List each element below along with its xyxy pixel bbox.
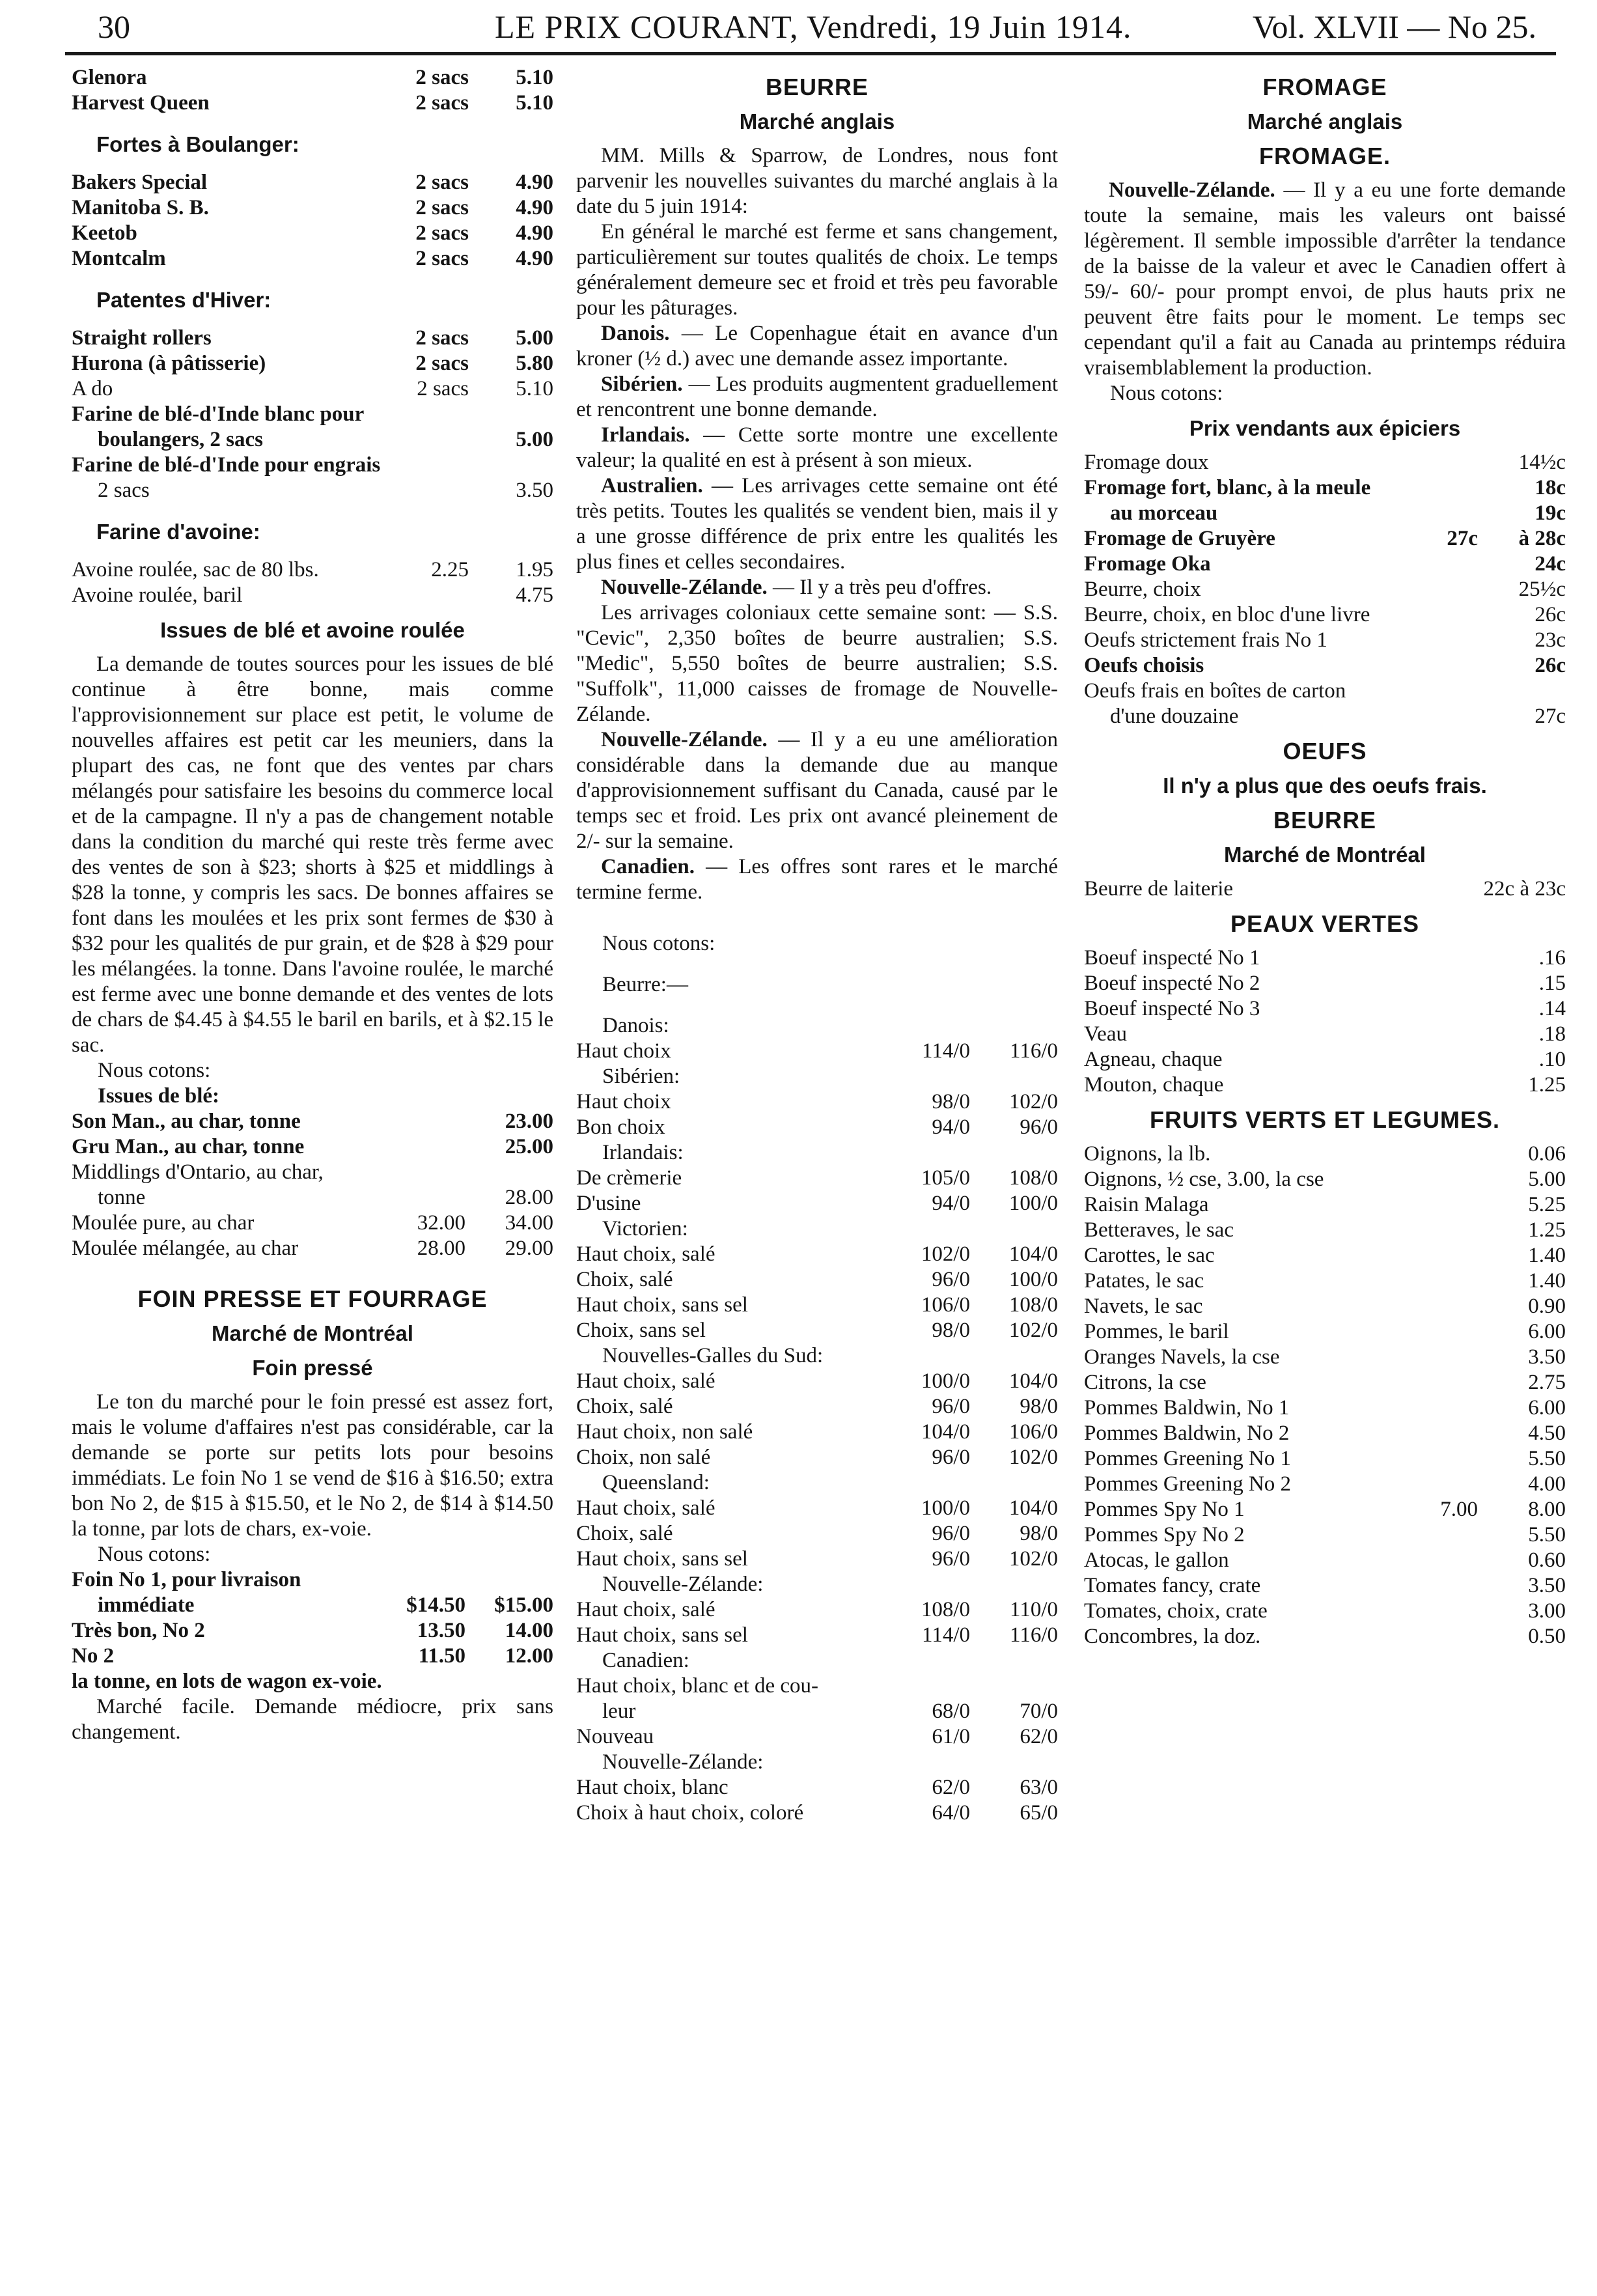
item-price: 94/0 [932, 1192, 970, 1215]
price-row [576, 1623, 1058, 1648]
section-heading-oeufs: OEUFS [1283, 738, 1367, 764]
price-row [1084, 1421, 1566, 1446]
market-heading: Marché anglais [739, 109, 895, 133]
origin-label: Queensland: [602, 1471, 710, 1494]
item-name: Beurre, choix [1084, 578, 1201, 601]
origin-label: Danois: [602, 1014, 669, 1037]
item-price: 5.00 [1528, 1168, 1566, 1191]
origin-label: Nouvelle-Zélande: [602, 1750, 764, 1774]
page-header [98, 5, 1536, 49]
market-heading: Marché anglais [1247, 109, 1403, 133]
origin-label: Nouvelles-Galles du Sud: [602, 1344, 824, 1367]
item-name: Bon choix [576, 1115, 665, 1139]
price-row [576, 1089, 1058, 1115]
price-row [1084, 526, 1566, 552]
flour-row: Manitoba S. B. 2 sacs 4.90 [72, 196, 553, 219]
price-row [576, 1191, 1058, 1216]
hay-footer: Marché facile. Demande médiocre, prix sans changement. [72, 1695, 553, 1744]
item-name: Carottes, le sac [1084, 1244, 1215, 1267]
item-name: Oeufs strictement frais No 1 [1084, 628, 1327, 652]
item-name: Pommes, le baril [1084, 1320, 1229, 1343]
price-row [1084, 1047, 1566, 1072]
origin-label: Canadien: [602, 1649, 689, 1672]
item-name: Boeuf inspecté No 3 [1084, 997, 1260, 1020]
item-name: Pommes Greening No 1 [1084, 1447, 1292, 1470]
item-price: 26c [1535, 603, 1566, 626]
item-price: 14½c [1518, 451, 1566, 474]
report-paragraph: Sibérien. — Les produits augmentent graduellement et rencontrent une bonne demande. [576, 372, 1058, 421]
item-price: 98/0 [932, 1319, 970, 1342]
item-name: Pommes Greening No 2 [1084, 1472, 1292, 1496]
item-name: Oeufs choisis [1084, 654, 1204, 677]
beurre-cotons: Nous cotons: [602, 932, 715, 955]
item-price: 6.00 [1528, 1320, 1566, 1343]
item-name: Haut choix, non salé [576, 1420, 753, 1444]
item-price: 0.50 [1528, 1625, 1566, 1648]
item-price: 100/0 [1008, 1268, 1058, 1291]
butter-row-label: Haut choix, blanc et de cou- [576, 1674, 819, 1698]
item-name: Tomates, choix, crate [1084, 1599, 1268, 1623]
oat-row: Avoine roulée, sac de 80 lbs. 2.25 1.95 [72, 558, 553, 581]
oat-row: Avoine roulée, baril 4.75 [72, 583, 553, 607]
foin-paragraph: Le ton du marché pour le foin pressé est assez fort, mais le volume d'affaires n'est pas considérable, car la demande se porte sur petits lots pour besoins immédiats. Le foin No 1 se vend de $16 à $16.50; extra bon No 2, de $15 à $15.50, et le No 2, de $14 à $14.50 la tonne, par lots de chars, ex-voie. [72, 1390, 553, 1541]
origin-label: Victorien: [602, 1217, 688, 1240]
item-price: 0.60 [1528, 1548, 1566, 1572]
item-price: 108/0 [1008, 1166, 1058, 1190]
item-name: Oranges Navels, la cse [1084, 1345, 1280, 1369]
issues-cotons: Nous cotons: [98, 1059, 211, 1082]
section-heading-fruits: FRUITS VERTS ET LEGUMES. [1149, 1106, 1501, 1133]
price-row [1084, 450, 1566, 475]
item-name: Atocas, le gallon [1084, 1548, 1229, 1572]
item-price: 102/0 [1008, 1547, 1058, 1571]
flour-row: Keetob 2 sacs 4.90 [72, 221, 553, 245]
issue-row-label: Middlings d'Ontario, au char, [72, 1160, 324, 1184]
section-heading-fromage: FROMAGE [1262, 74, 1387, 100]
price-row [1084, 971, 1566, 996]
section-heading-issues: Issues de blé et avoine roulée [160, 618, 465, 642]
price-row [1084, 1370, 1566, 1395]
item-name: au morceau [1110, 501, 1218, 525]
item-price: 104/0 [921, 1420, 970, 1444]
item-name: Choix, salé [576, 1395, 673, 1418]
hides-price-table [1084, 945, 1566, 1098]
item-name: Haut choix, sans sel [576, 1293, 748, 1317]
item-price: 1.40 [1528, 1244, 1566, 1267]
price-row [1084, 653, 1566, 679]
item-price: 96/0 [932, 1547, 970, 1571]
cheese-price-table [1084, 450, 1566, 729]
item-name: Choix, salé [576, 1268, 673, 1291]
item-price: 102/0 [1008, 1319, 1058, 1342]
origin-label: Nouvelle-Zélande: [602, 1573, 764, 1596]
column-2 [576, 65, 1058, 1826]
item-name: Haut choix, salé [576, 1242, 715, 1266]
item-price: 104/0 [1008, 1496, 1058, 1520]
price-row [576, 1039, 1058, 1064]
price-row [576, 1597, 1058, 1623]
price-row [1084, 679, 1566, 704]
item-price: 100/0 [921, 1369, 970, 1393]
item-price: 1.25 [1528, 1218, 1566, 1242]
butter-montreal-row: Beurre de laiterie 22c à 23c [1084, 877, 1566, 901]
item-price: 98/0 [1020, 1395, 1058, 1418]
item-price: 108/0 [1008, 1293, 1058, 1317]
report-paragraph: Nouvelle-Zélande. — Il y a eu une amélioration considérable dans la demande due au manque d'approvisionnement suffisant du Canada, causé par le temps sec et froid. Les prix ont avancé pleinement de 2/- sur la semaine. [576, 728, 1058, 853]
item-price: 5.25 [1528, 1193, 1566, 1216]
item-price: .16 [1538, 946, 1566, 970]
item-name: Fromage de Gruyère [1084, 527, 1275, 550]
header-rule [65, 52, 1556, 55]
item-price: 6.00 [1528, 1396, 1566, 1420]
price-row [1084, 945, 1566, 971]
item-name: Patates, le sac [1084, 1269, 1204, 1293]
item-name: Betteraves, le sac [1084, 1218, 1234, 1242]
item-name: Beurre, choix, en bloc d'une livre [1084, 603, 1370, 626]
item-price: .15 [1538, 972, 1566, 995]
price-row [1084, 1141, 1566, 1167]
item-price: 96/0 [1020, 1115, 1058, 1139]
item-price: 102/0 [921, 1242, 970, 1266]
price-row [1084, 1243, 1566, 1268]
foin-cotons: Nous cotons: [98, 1543, 211, 1566]
flour-row: Bakers Special 2 sacs 4.90 [72, 171, 553, 194]
report-paragraph: Canadien. — Les offres sont rares et le marché termine ferme. [576, 855, 1058, 904]
item-price: 108/0 [921, 1598, 970, 1621]
report-paragraph: Irlandais. — Cette sorte montre une excellente valeur; la qualité en est à présent à son mieux. [576, 423, 1058, 472]
page-number: 30 [98, 8, 130, 45]
item-price: 4.50 [1528, 1421, 1566, 1445]
item-name: Raisin Malaga [1084, 1193, 1209, 1216]
flour-row: 2 sacs 3.50 [98, 479, 553, 502]
price-row [1084, 1319, 1566, 1345]
fruit-price-table [1084, 1141, 1566, 1649]
price-row [1084, 1167, 1566, 1192]
beurre-intro: MM. Mills & Sparrow, de Londres, nous font parvenir les nouvelles suivantes du marché anglais à la date du 5 juin 1914: [576, 144, 1058, 218]
item-price: 114/0 [922, 1039, 970, 1063]
item-price: .10 [1538, 1048, 1566, 1071]
issue-row: Moulée pure, au char 32.00 34.00 [72, 1211, 553, 1235]
item-price: 8.00 [1528, 1498, 1566, 1521]
item-price: 104/0 [1008, 1242, 1058, 1266]
fromage-paragraph: Nouvelle-Zélande. — Il y a eu une forte demande toute la semaine, mais les valeurs ont baissé légèrement. Il semble impossible d'arrêter la tendance de la baisse de la valeur et avec le Canadien offert à 59/- 60/- pour prompt envoi, de plus hauts prix ne peuvent être faits pour le moment. Le temps sec cependant qu'il a fait au Canada au printemps réduira vraisemblablement la production. [1084, 178, 1566, 380]
item-price: 105/0 [921, 1166, 970, 1190]
item-name: D'usine [576, 1192, 641, 1215]
price-row [1084, 1522, 1566, 1548]
item-price: 4.00 [1528, 1472, 1566, 1496]
item-name: Citrons, la cse [1084, 1371, 1206, 1394]
item-name: Haut choix [576, 1090, 671, 1113]
item-name: Mouton, chaque [1084, 1073, 1224, 1097]
hay-row: No 2 11.50 12.00 [72, 1644, 553, 1668]
item-price: 100/0 [1008, 1192, 1058, 1215]
oeufs-text: Il n'y a plus que des oeufs frais. [1163, 774, 1487, 798]
item-name: d'une douzaine [1110, 705, 1239, 728]
item-name: De crèmerie [576, 1166, 682, 1190]
item-price: 96/0 [932, 1268, 970, 1291]
butter-row: leur 68/0 70/0 [602, 1700, 1058, 1723]
price-row [1084, 1345, 1566, 1370]
issues-subheading: Issues de blé: [98, 1084, 220, 1108]
item-price: 2.75 [1528, 1371, 1566, 1394]
price-row [576, 1369, 1058, 1394]
item-price: 0.06 [1528, 1142, 1566, 1166]
item-name: Pommes Spy No 1 [1084, 1498, 1245, 1521]
price-row [1084, 628, 1566, 653]
price-row [576, 1420, 1058, 1445]
subheading-avoine: Farine d'avoine: [96, 520, 260, 544]
price-row [576, 1394, 1058, 1420]
flour-row: Straight rollers 2 sacs 5.00 [72, 326, 553, 350]
fromage-cotons: Nous cotons: [1110, 382, 1223, 405]
item-price: 27c [1535, 705, 1566, 728]
price-row [576, 1496, 1058, 1521]
item-price: 3.00 [1528, 1599, 1566, 1623]
item-name: Pommes Baldwin, No 1 [1084, 1396, 1290, 1420]
item-price: 26c [1535, 654, 1566, 677]
beurre-paragraph: En général le marché est ferme et sans changement, particulièrement sur toutes qualités de choix. Le temps généralement demeure sec et froid et très peu favorable pour les pâturages. [576, 220, 1058, 320]
item-price: 0.90 [1528, 1295, 1566, 1318]
butter-price-table [576, 1013, 1058, 1648]
butter-row: Nouveau 61/0 62/0 [576, 1725, 1058, 1748]
item-price: 96/0 [932, 1446, 970, 1469]
hay-row: Foin No 1, pour livraison [72, 1568, 301, 1591]
item-price: .14 [1538, 997, 1566, 1020]
origin-label: Irlandais: [602, 1141, 684, 1164]
item-price: 114/0 [922, 1623, 970, 1647]
item-price: 102/0 [1008, 1446, 1058, 1469]
price-row [1084, 1624, 1566, 1649]
price-row [1084, 1497, 1566, 1522]
item-price: 24c [1535, 552, 1566, 576]
item-price: à 28c [1518, 527, 1566, 550]
item-price: 1.25 [1528, 1073, 1566, 1097]
price-row [1084, 1022, 1566, 1047]
item-price: 3.50 [1528, 1345, 1566, 1369]
item-price: 104/0 [1008, 1369, 1058, 1393]
subheading-foin-presse: Foin pressé [252, 1356, 373, 1380]
price-row [576, 1267, 1058, 1293]
item-name: Choix, sans sel [576, 1319, 706, 1342]
column-1 [72, 65, 553, 1745]
subheading-patentes: Patentes d'Hiver: [96, 288, 271, 312]
butter-row: Haut choix, blanc 62/0 63/0 [576, 1776, 1058, 1799]
section-heading-peaux: PEAUX VERTES [1230, 910, 1420, 937]
price-row [1084, 1472, 1566, 1497]
item-price: 94/0 [932, 1115, 970, 1139]
market-heading: Marché de Montréal [1224, 843, 1426, 867]
item-name: Oignons, ½ cse, 3.00, la cse [1084, 1168, 1324, 1191]
issue-row: tonne 28.00 [98, 1186, 553, 1209]
hay-unit: la tonne, en lots de wagon ex-voie. [72, 1670, 382, 1693]
issues-paragraph: La demande de toutes sources pour les issues de blé continue à être bonne, mais comme l'approvisionnement sur place est petit, le volume de nouvelles affaires est petit car les meuniers, dans la plupart des cas, ne font que des ventes par chars mélangés pour satisfaire les besoins du commerce local et de la campagne. Il n'y a pas de changement notable dans la condition du marché qui reste très ferme avec des ventes de son à $23; shorts à $25 et middlings à $28 la tonne, y compris les sacs. De bonnes affaires se font dans les moulées et les prix sont fermes de $30 à $32 pour les qualités de pur grain, et de $28 à $29 pour les mélangées. la tonne. Dans l'avoine roulée, le marché est ferme avec une bonne demande et des ventes de lots de chars de $4.45 à $4.55 le baril en barils, et à $2.15 le sac. [72, 652, 553, 1057]
price-row [1084, 602, 1566, 628]
item-price: 23c [1535, 628, 1566, 652]
price-row [1084, 1446, 1566, 1472]
item-name: Fromage Oka [1084, 552, 1211, 576]
item-price: 96/0 [932, 1395, 970, 1418]
item-price: 110/0 [1010, 1598, 1058, 1621]
price-row [576, 1166, 1058, 1191]
prix-heading: Prix vendants aux épiciers [1189, 416, 1461, 440]
item-price: 102/0 [1008, 1090, 1058, 1113]
item-price: 106/0 [1008, 1420, 1058, 1444]
price-row [1084, 501, 1566, 526]
flour-row: Harvest Queen 2 sacs 5.10 [72, 91, 553, 115]
hay-row: Très bon, No 2 13.50 14.00 [72, 1619, 553, 1642]
price-row [1084, 704, 1566, 729]
item-price: 1.40 [1528, 1269, 1566, 1293]
price-row [1084, 1192, 1566, 1218]
price-row [1084, 1268, 1566, 1294]
item-price: 25½c [1518, 578, 1566, 601]
price-row [576, 1445, 1058, 1470]
item-name: Haut choix, salé [576, 1369, 715, 1393]
price-row [576, 1293, 1058, 1318]
report-paragraph: Nouvelle-Zélande. — Il y a très peu d'offres. [601, 576, 992, 599]
item-name: Pommes Baldwin, No 2 [1084, 1421, 1290, 1445]
report-paragraph: Danois. — Le Copenhague était en avance d'un kroner (½ d.) avec une demande assez importante. [576, 322, 1058, 371]
flour-row-label: Farine de blé-d'Inde blanc pour [72, 402, 365, 426]
item-price: 96/0 [932, 1522, 970, 1545]
item-price: 106/0 [921, 1293, 970, 1317]
price-row [1084, 552, 1566, 577]
item-price: 116/0 [1010, 1039, 1058, 1063]
item-name: Oignons, la lb. [1084, 1142, 1211, 1166]
price-row [1084, 1072, 1566, 1098]
item-name: Agneau, chaque [1084, 1048, 1223, 1071]
price-row [1084, 1548, 1566, 1573]
arrivages-paragraph: Les arrivages coloniaux cette semaine sont: — S.S. "Cevic", 2,350 boîtes de beurre australien; S.S. "Medic", 5,550 boîtes de beurre australien; S.S. "Suffolk", 11,000 caisses de fromage de Nouvelle-Zélande. [576, 601, 1058, 726]
price-row [1084, 1395, 1566, 1421]
flour-row: Hurona (à pâtisserie) 2 sacs 5.80 [72, 352, 553, 375]
issue-row: Son Man., au char, tonne 23.00 [72, 1110, 553, 1133]
price-row [576, 1242, 1058, 1267]
item-price: 3.50 [1528, 1574, 1566, 1597]
flour-row-label: Farine de blé-d'Inde pour engrais [72, 453, 381, 477]
item-name: Haut choix, sans sel [576, 1623, 748, 1647]
item-name: Haut choix, salé [576, 1496, 715, 1520]
market-heading: Marché de Montréal [212, 1321, 413, 1345]
item-name: Pommes Spy No 2 [1084, 1523, 1245, 1547]
price-row [1084, 475, 1566, 501]
price-row [1084, 996, 1566, 1022]
flour-row: Montcalm 2 sacs 4.90 [72, 247, 553, 270]
price-row [576, 1547, 1058, 1572]
issue-row: Moulée mélangée, au char 28.00 29.00 [72, 1237, 553, 1260]
flour-row: boulangers, 2 sacs 5.00 [98, 428, 553, 451]
item-price: 18c [1535, 476, 1566, 499]
item-name: Tomates fancy, crate [1084, 1574, 1261, 1597]
item-price: 5.50 [1528, 1447, 1566, 1470]
butter-row: Choix à haut choix, coloré 64/0 65/0 [576, 1801, 1058, 1825]
price-row [576, 1521, 1058, 1547]
hay-row: immédiate $14.50 $15.00 [98, 1593, 553, 1617]
item-name: Choix, non salé [576, 1446, 711, 1469]
item-name: Haut choix, sans sel [576, 1547, 748, 1571]
item-price: 5.50 [1528, 1523, 1566, 1547]
flour-row: Glenora 2 sacs 5.10 [72, 66, 553, 89]
item-name: Boeuf inspecté No 1 [1084, 946, 1260, 970]
price-row [1084, 577, 1566, 602]
item-name: Boeuf inspecté No 2 [1084, 972, 1260, 995]
item-price: .18 [1538, 1022, 1566, 1046]
price-row [1084, 1294, 1566, 1319]
beurre-label: Beurre:— [602, 973, 688, 996]
section-heading-beurre-mtl: BEURRE [1273, 807, 1376, 833]
issue-row: Gru Man., au char, tonne 25.00 [72, 1135, 553, 1158]
price-row [576, 1318, 1058, 1343]
subheading-fortes: Fortes à Boulanger: [96, 132, 299, 156]
item-name: Concombres, la doz. [1084, 1625, 1261, 1648]
volume-number: Vol. XLVII — No 25. [1252, 8, 1536, 45]
section-heading-beurre: BEURRE [765, 74, 868, 100]
price-row [1084, 1573, 1566, 1599]
item-price: 19c [1535, 501, 1566, 525]
price-row [1084, 1599, 1566, 1624]
item-name: Haut choix, salé [576, 1598, 715, 1621]
item-name: Fromage fort, blanc, à la meule [1084, 476, 1371, 499]
item-price: 98/0 [1020, 1522, 1058, 1545]
section-heading-foin: FOIN PRESSE ET FOURRAGE [137, 1285, 488, 1312]
item-price: 116/0 [1010, 1623, 1058, 1647]
item-name: Navets, le sac [1084, 1295, 1203, 1318]
item-name: Choix, salé [576, 1522, 673, 1545]
publication-title: LE PRIX COURANT, Vendredi, 19 Juin 1914. [495, 8, 1132, 45]
column-3 [1084, 65, 1566, 1649]
section-heading-fromage-2: FROMAGE. [1259, 143, 1391, 169]
item-name: Fromage doux [1084, 451, 1209, 474]
price-row [576, 1115, 1058, 1140]
item-name: Veau [1084, 1022, 1127, 1046]
price-row [1084, 1218, 1566, 1243]
flour-row: A do 2 sacs 5.10 [72, 377, 553, 400]
report-paragraph: Australien. — Les arrivages cette semaine ont été très petits. Toutes les qualités se vendent bien, mais il y a une grosse différence de prix entre les qualités les plus fines et celles secondaires. [576, 474, 1058, 574]
item-price: 7.00 [1440, 1498, 1478, 1521]
item-price: 98/0 [932, 1090, 970, 1113]
origin-label: Sibérien: [602, 1065, 680, 1088]
item-price: 27c [1447, 527, 1478, 550]
item-name: Haut choix [576, 1039, 671, 1063]
item-price: 100/0 [921, 1496, 970, 1520]
item-name: Oeufs frais en boîtes de carton [1084, 679, 1346, 703]
